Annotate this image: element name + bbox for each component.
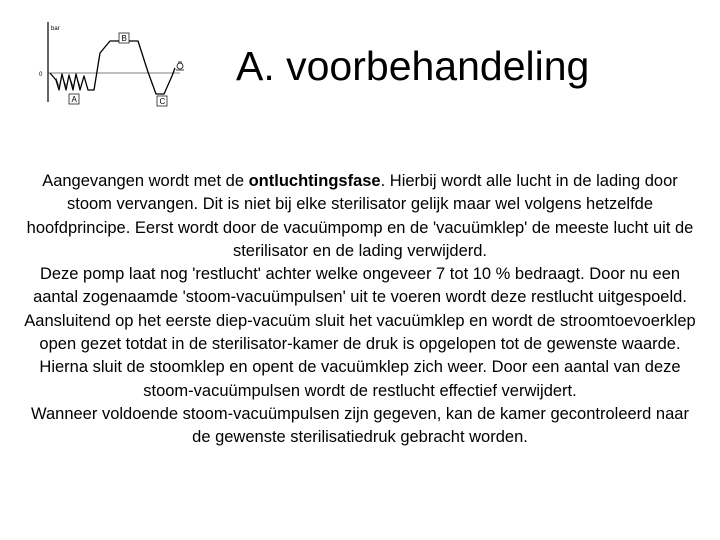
diagram-marker-b <box>119 33 129 43</box>
slide-title: A. voorbehandeling <box>236 43 590 89</box>
paragraph-1 <box>20 170 700 263</box>
body-text <box>20 170 700 450</box>
diagram-marker-b-label: B <box>121 34 127 43</box>
diagram-marker-c <box>157 96 167 106</box>
paragraph-2: Deze pomp laat nog 'restlucht' achter welke ongeveer 7 tot 10 % bedraagt. Door nu een aantal zogenaamde 'stoom‑vacuümpulsen' uit te voeren wordt deze restlucht uitgespoeld. Aansluitend op het eerste diep‑vacuüm sluit het vacuümklep en wordt de stroomtoevoerklep open gezet totdat in de sterilisator-kamer de druk is opgelopen tot de gewenste waarde. Hierna sluit de stoomklep en opent de vacuümklep zich weer. Door een aantal van deze stoom‑vacuümpulsen wordt de restlucht effectief verwijdert. <box>24 265 696 400</box>
diagram-zero-label: 0 <box>39 72 43 78</box>
diagram-marker-a-label: A <box>71 95 77 104</box>
diagram-marker-c-label: C <box>159 97 166 106</box>
diagram-pressure-curve <box>50 41 175 94</box>
paragraph-1-intro: Aangevangen wordt met de <box>42 172 249 190</box>
paragraph-1-emphasis: ontluchtingsfase <box>248 172 381 190</box>
sterilization-cycle-diagram <box>30 18 195 110</box>
diagram-axis-unit: bar <box>51 26 60 32</box>
diagram-end-glyph <box>176 62 184 70</box>
paragraph-3: Wanneer voldoende stoom‑vacuümpulsen zijn gegeven, kan de kamer gecontroleerd naar de gewenste sterilisatiedruk gebracht worden. <box>31 404 689 447</box>
diagram-marker-a <box>69 94 79 104</box>
paragraph-1-rest: . Hierbij wordt alle lucht in de lading door stoom vervangen. Dit is niet bij elke sterilisator gelijk maar wel volgens hetzelfde hoofdprincipe. Eerst wordt door de vacuümpomp en de 'vacuümklep' de meeste lucht uit de sterilisator en de lading verwijderd. <box>26 172 694 260</box>
